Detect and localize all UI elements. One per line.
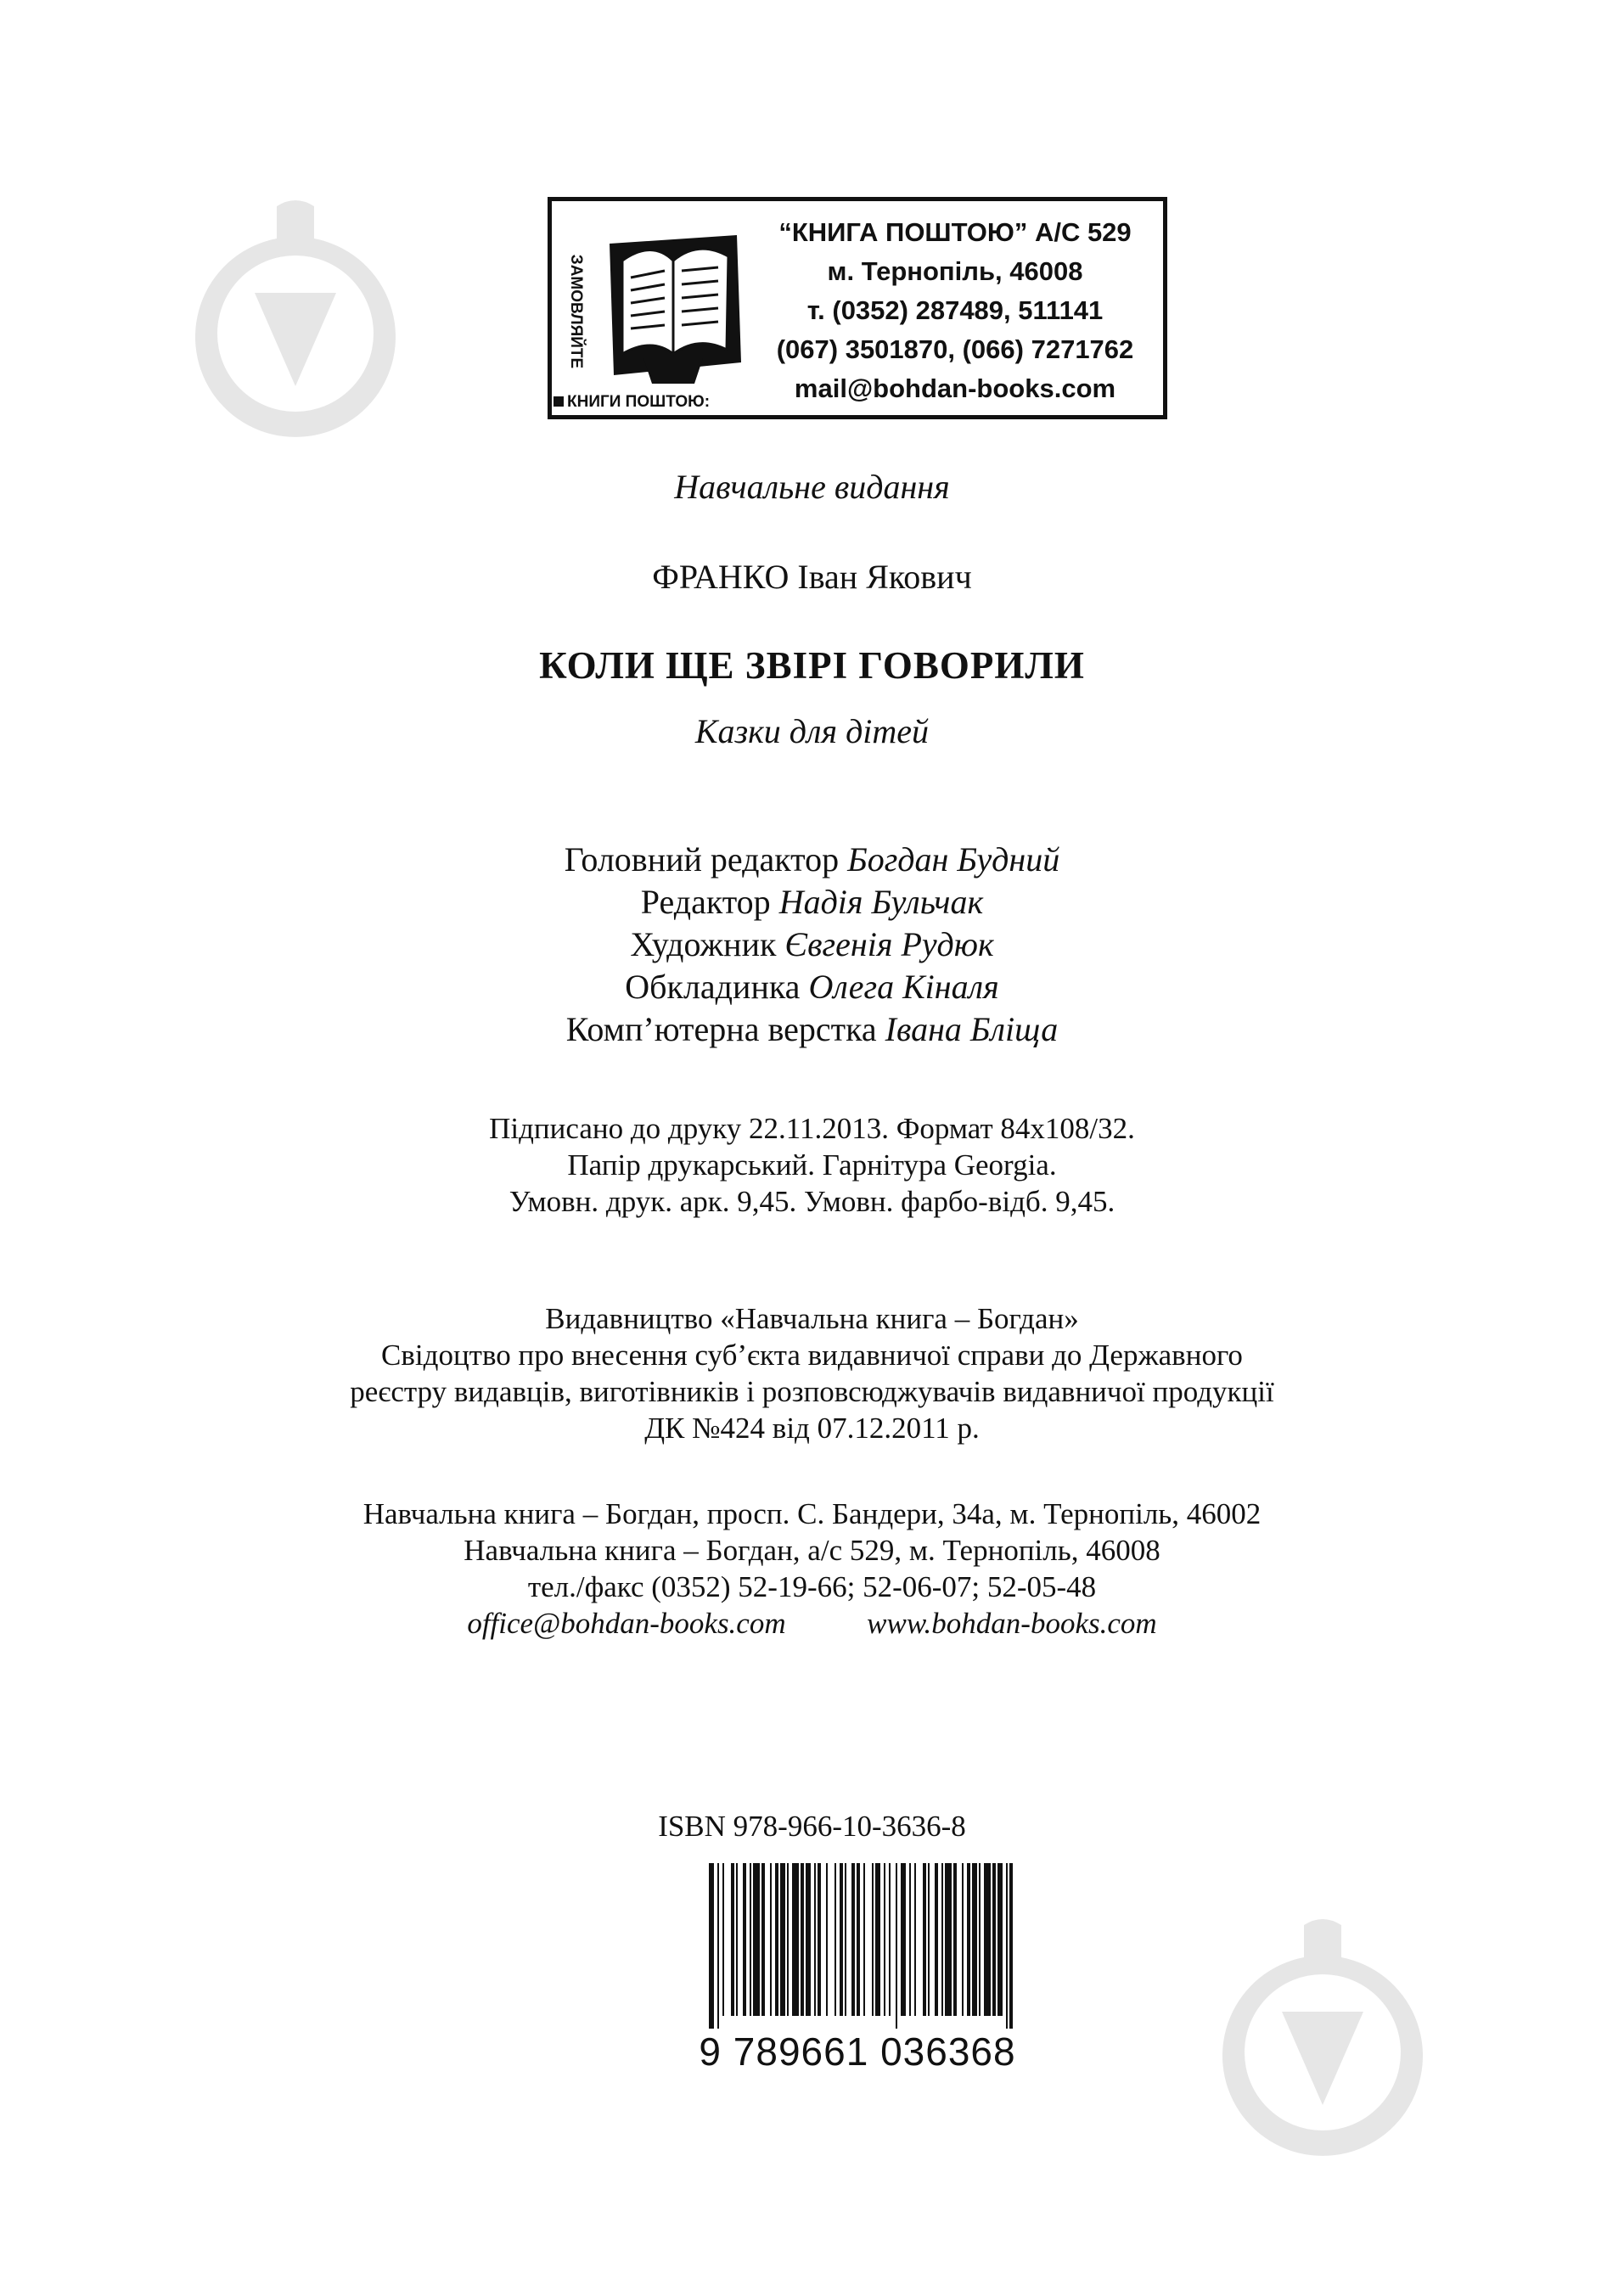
watermark-pin-icon bbox=[195, 191, 396, 446]
barcode-bar bbox=[953, 1863, 957, 2016]
barcode-bar bbox=[761, 1863, 765, 2016]
barcode-bar bbox=[834, 1863, 836, 2016]
contact-line bbox=[0, 1605, 1624, 1642]
stamp-line: (067) 3501870, (066) 7271762 bbox=[776, 334, 1134, 364]
barcode-bar bbox=[826, 1863, 828, 2016]
edition-type: Навчальне видання bbox=[674, 468, 950, 506]
watermark-pin-icon bbox=[1222, 1910, 1423, 2164]
barcode-bar bbox=[979, 1863, 981, 2016]
barcode-bar bbox=[709, 1863, 714, 2029]
stamp-text bbox=[747, 213, 1163, 408]
barcode-bar bbox=[743, 1863, 746, 2016]
author-name: ФРАНКО Іван Якович bbox=[652, 558, 972, 596]
publisher-line: реєстру видавців, виготівників і розповсюджувачів видавничої продукції bbox=[350, 1375, 1274, 1408]
barcode-bar bbox=[935, 1863, 938, 2016]
barcode-bar bbox=[928, 1863, 930, 2016]
credit-line: Обкладинка Олега Кіналя bbox=[625, 968, 999, 1006]
barcode-bar bbox=[909, 1863, 911, 2016]
publisher-line: ДК №424 від 07.12.2011 р. bbox=[644, 1412, 980, 1445]
barcode-bar bbox=[914, 1863, 916, 2016]
address-line: Навчальна книга – Богдан, а/с 529, м. Тернопіль, 46008 bbox=[464, 1534, 1160, 1567]
stamp-side-label: ЗАМОВЛЯЙТЕ bbox=[567, 254, 585, 369]
barcode-bar bbox=[845, 1863, 846, 2016]
book-logo-icon bbox=[593, 210, 745, 388]
barcode-bar bbox=[722, 1863, 724, 2016]
stamp-line: mail@bohdan-books.com bbox=[794, 373, 1116, 403]
print-info bbox=[0, 1110, 1624, 1220]
email-link[interactable]: office@bohdan-books.com bbox=[467, 1607, 786, 1640]
barcode-bar bbox=[750, 1863, 751, 2016]
publisher-line: Видавництво «Навчальна книга – Богдан» bbox=[545, 1302, 1079, 1335]
barcode-bar bbox=[731, 1863, 734, 2016]
barcode-bar bbox=[736, 1863, 738, 2016]
barcode-bar bbox=[770, 1863, 772, 2016]
barcode-bar bbox=[901, 1863, 906, 2016]
barcode-bar bbox=[717, 1863, 719, 2029]
credits-block bbox=[0, 839, 1624, 1051]
book-subtitle: Казки для дітей bbox=[694, 712, 930, 750]
stamp-bottom-label: КНИГИ ПОШТОЮ: bbox=[554, 393, 710, 412]
stamp-line: “КНИГА ПОШТОЮ” А/С 529 bbox=[778, 217, 1132, 247]
barcode-bar bbox=[840, 1863, 843, 2016]
barcode-bar bbox=[984, 1863, 991, 2016]
address-line: Навчальна книга – Богдан, просп. С. Бандери, 34а, м. Тернопіль, 46002 bbox=[362, 1497, 1262, 1530]
barcode-bar bbox=[967, 1863, 970, 2016]
website-link[interactable]: www.bohdan-books.com bbox=[867, 1607, 1157, 1640]
barcode-bar bbox=[1009, 1863, 1013, 2029]
barcode-bar bbox=[857, 1863, 860, 2016]
print-line: Умовн. друк. арк. 9,45. Умовн. фарбо-відб. 9,45. bbox=[509, 1185, 1115, 1218]
credit-line: Комп’ютерна верстка Івана Бліща bbox=[565, 1010, 1059, 1048]
barcode-bar bbox=[923, 1863, 926, 2016]
barcode-bar bbox=[896, 1863, 897, 2029]
barcode-bar bbox=[851, 1863, 855, 2016]
address-line: тел./факс (0352) 52-19-66; 52-06-07; 52-05-48 bbox=[527, 1570, 1097, 1603]
barcode-bar bbox=[863, 1863, 865, 2016]
publisher-line: Свідоцтво про внесення суб’єкта видавничої справи до Державного bbox=[381, 1339, 1243, 1372]
barcode-bar bbox=[941, 1863, 943, 2016]
barcode-bar bbox=[780, 1863, 785, 2016]
print-line: Підписано до друку 22.11.2013. Формат 84х108/32. bbox=[489, 1112, 1135, 1145]
barcode-bar bbox=[787, 1863, 789, 2016]
barcode-bar bbox=[962, 1863, 964, 2016]
isbn: ISBN 978-966-10-3636-8 bbox=[658, 1810, 966, 1843]
stamp-line: м. Тернопіль, 46008 bbox=[827, 256, 1083, 286]
barcode-bar bbox=[997, 1863, 1003, 2016]
print-line: Папір друкарський. Гарнітура Georgia. bbox=[567, 1148, 1057, 1182]
stamp-line: т. (0352) 287489, 511141 bbox=[806, 295, 1104, 325]
barcode-number: 9 789661 036368 bbox=[699, 2029, 1016, 2074]
barcode-bar bbox=[753, 1863, 760, 2016]
address-block bbox=[0, 1496, 1624, 1642]
barcode-bar bbox=[792, 1863, 799, 2016]
barcode bbox=[709, 1863, 1014, 2029]
barcode-bar bbox=[775, 1863, 778, 2016]
barcode-bar bbox=[818, 1863, 821, 2016]
barcode-bar bbox=[992, 1863, 996, 2016]
credit-line: Редактор Надія Бульчак bbox=[640, 883, 984, 921]
barcode-bar bbox=[889, 1863, 891, 2016]
barcode-bar bbox=[801, 1863, 804, 2016]
barcode-bar bbox=[884, 1863, 885, 2016]
barcode-bar bbox=[945, 1863, 952, 2016]
book-title: КОЛИ ЩЕ ЗВІРІ ГОВОРИЛИ bbox=[539, 644, 1085, 687]
barcode-bar bbox=[806, 1863, 811, 2016]
barcode-bar bbox=[814, 1863, 816, 2016]
publisher-info bbox=[0, 1300, 1624, 1446]
credit-line: Художник Євгенія Рудюк bbox=[630, 925, 994, 963]
credit-line: Головний редактор Богдан Будний bbox=[564, 840, 1060, 879]
barcode-bar bbox=[872, 1863, 874, 2016]
barcode-bar bbox=[1006, 1863, 1008, 2029]
barcode-bar bbox=[875, 1863, 880, 2016]
publisher-stamp bbox=[548, 197, 1167, 419]
barcode-bar bbox=[972, 1863, 977, 2016]
